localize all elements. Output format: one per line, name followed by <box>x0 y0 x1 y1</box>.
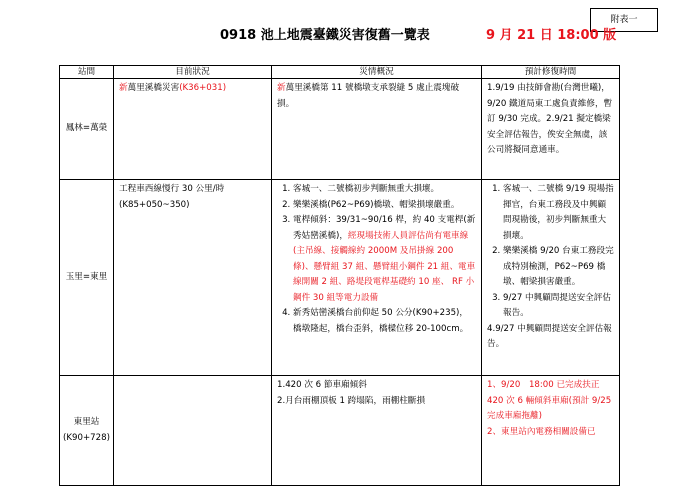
status-text: 萬里溪橋災害 <box>127 83 180 93</box>
version-date: 9 月 21 日 18:00 版 <box>486 28 617 43</box>
column-header-station: 站間 <box>60 66 114 79</box>
station-cell: 東里站 (K90+728) <box>60 376 114 486</box>
repair-line: 2、東里站內電務相關設備已 <box>487 426 596 437</box>
repair-cell <box>482 376 620 486</box>
new-marker: 新 <box>277 83 286 93</box>
station-cell: 鳳林=萬榮 <box>60 79 114 180</box>
damage-item: 1. 客城一、二號橋初步判斷無重大損壞。 <box>293 182 476 198</box>
damage-cell <box>272 376 482 486</box>
column-header-damage: 災情概況 <box>272 66 482 79</box>
repair-item: 4.9/27 中興顧問提送安全評估報告。 <box>487 323 612 349</box>
damage-item: 4. 新秀姑巒溪橋台前仰起 50 公分(K90+235)，橋墩隆起，橋台歪斜，橋樑位移 20-100cm。 <box>293 306 476 337</box>
status-cell <box>114 376 272 486</box>
column-header-status: 目前狀況 <box>114 66 272 79</box>
table-header-row <box>60 66 620 79</box>
damage-cell <box>272 180 482 376</box>
new-marker: 新 <box>119 83 128 93</box>
damage-item: 2. 樂樂溪橋(P62~P69)橋墩、帽梁損壞嚴重。 <box>293 198 476 214</box>
repair-text: 1.9/19 由技師會勘(台灣世曦)，9/20 鐵道局東工處負責維修，暫訂 9/30 完成。2.9/21 擬定橋梁安全評估報告，俟安全無虞，該公司將擬同意通車。 <box>487 83 613 155</box>
damage-cell <box>272 79 482 180</box>
station-cell: 玉里=東里 <box>60 180 114 376</box>
damage-line: 2.月台雨棚頂板 1 跨塌陷，雨棚柱斷損 <box>277 395 426 406</box>
table-row <box>60 376 620 486</box>
annex-label: 附表一 <box>590 8 658 32</box>
repair-line: 1、9/20 18:00 已完成扶正 420 次 6 輛傾斜車廂(預計 9/25 完成車廂拖離) <box>487 380 612 421</box>
repair-cell <box>482 180 620 376</box>
status-location: (K36+031) <box>179 83 227 93</box>
damage-item-highlight: 經現場技術人員評估尚有電車線(主吊線、接觸線約 2000M 及吊掛線 200 條)、懸臂組 37 組、懸臂組小鋼件 21 組、電車線開關 2 組、路堤段電桿基礎約 10 座、 RF 小鋼件 30 組等電力設備 <box>293 230 476 303</box>
damage-item-text: 電桿傾斜：39/31~90/16 桿，約 40 支電桿(新秀姑巒溪橋)， <box>293 215 476 241</box>
status-text: 工程車西線慢行 30 公里/時 (K85+050~350) <box>119 184 225 210</box>
status-cell <box>114 180 272 376</box>
repair-item: 1. 客城一、二號橋 9/19 現場指揮官，台東工務段及中興顧問現勘後，初步判斷無重大損壞。 <box>503 182 614 244</box>
repair-item: 3. 9/27 中興顧問提送安全評估報告。 <box>503 291 614 322</box>
column-header-repair: 預計修復時間 <box>482 66 620 79</box>
page-title: 0918 池上地震臺鐵災害復舊一覽表 <box>220 28 430 43</box>
damage-text: 萬里溪橋第 11 號橋墩支承裂縫 5 處止震塊破損。 <box>277 83 460 109</box>
repair-cell <box>482 79 620 180</box>
status-cell <box>114 79 272 180</box>
recovery-table <box>59 65 620 486</box>
table-row <box>60 180 620 376</box>
repair-item: 2. 樂樂溪橋 9/20 台東工務段完成特別檢測，P62~P69 橋墩、帽梁損害嚴重。 <box>503 244 614 291</box>
table-row <box>60 79 620 180</box>
damage-line: 1.420 次 6 節車廂傾斜 <box>277 380 367 390</box>
damage-item <box>293 213 476 306</box>
